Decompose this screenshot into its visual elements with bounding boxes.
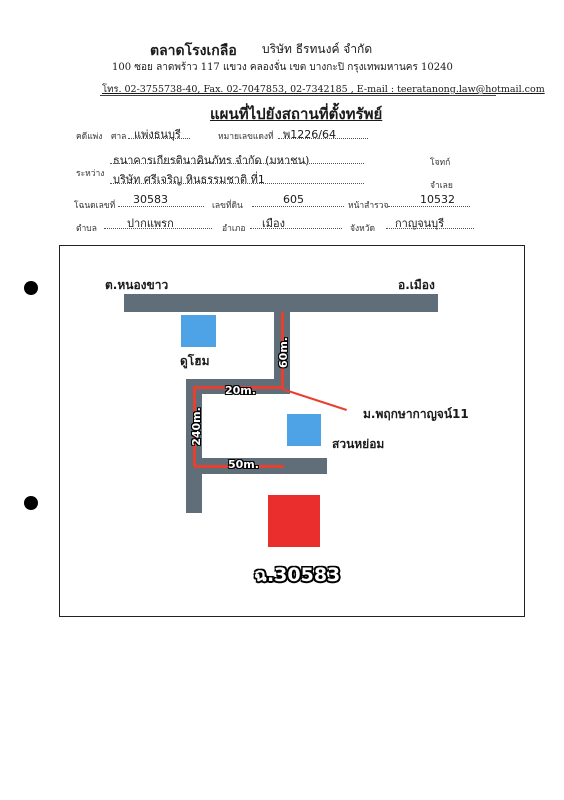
deed-underline (118, 206, 204, 207)
court-underline (128, 138, 190, 139)
village-label: ม.พฤกษากาญจน์11 (363, 407, 469, 421)
left-road-label: ต.หนองขาว (105, 278, 169, 292)
defendant-label: จำเลย (430, 181, 453, 191)
header-title: ตลาดโรงเกลือ (150, 43, 237, 59)
plaintiff-value: ธนาคารเกียรตินาคินภัทร จำกัด (มหาชน) (113, 154, 310, 167)
court-value: แพ่งธนบุรี (134, 128, 181, 141)
district-label: อำเภอ (222, 224, 246, 234)
plaintiff-underline (110, 163, 364, 164)
case-no-value: พ1226/64 (283, 128, 336, 141)
province-label: จังหวัด (350, 224, 376, 234)
subdistrict-label: ตำบล (76, 224, 97, 234)
survey-underline (388, 206, 470, 207)
dist-20-label: 20m. (225, 384, 256, 397)
deed-label: โฉนดเลขที่ (74, 201, 116, 211)
case-no-underline (278, 138, 368, 139)
district-underline (250, 228, 342, 229)
header-divider (100, 95, 496, 96)
defendant-underline (110, 183, 364, 184)
plaintiff-label: โจทก์ (430, 158, 451, 168)
document-title: แผนที่ไปยังสถานที่ตั้งทรัพย์ (210, 105, 383, 123)
landmark-duhome-label: ดูโฮม (180, 354, 210, 368)
binder-hole-bottom (24, 496, 38, 510)
case-no-label: หมายเลขแดงที่ (218, 132, 274, 142)
survey-label: หน้าสำรวจ (348, 201, 389, 211)
province-value: กาญจนบุรี (395, 217, 445, 230)
land-no-label: เลขที่ดิน (212, 201, 243, 211)
case-label: คดีแพ่ง (76, 132, 103, 142)
header-company: บริษัท ธีรทนงค์ จำกัด (262, 42, 373, 56)
subdistrict-underline (104, 228, 212, 229)
header-address: 100 ซอย ลาดพร้าว 117 แขวง คลองจั่น เขต บางกะปิ กรุงเทพมหานคร 10240 (112, 62, 453, 73)
deed-marker-label: ฉ.30583 (254, 564, 341, 586)
land-no-underline (252, 206, 344, 207)
landmark-park-box (287, 414, 321, 446)
landmark-duhome-box (181, 315, 216, 347)
district-value: เมือง (262, 217, 285, 230)
subdistrict-value: ปากแพรก (127, 217, 174, 230)
defendant-value: บริษัท ศรีเจริญ หินธรรมชาติ ที่1 (113, 173, 265, 186)
property-marker (268, 495, 320, 547)
dist-50-label: 50m. (228, 458, 259, 471)
binder-hole-top (24, 281, 38, 295)
deed-value: 30583 (133, 193, 168, 206)
land-no-value: 605 (283, 193, 304, 206)
right-road-label: อ.เมือง (398, 278, 435, 292)
dist-60-label: 60m. (276, 337, 290, 368)
between-label: ระหว่าง (76, 169, 105, 179)
survey-value: 10532 (420, 193, 455, 206)
province-underline (386, 228, 474, 229)
court-label: ศาล (111, 132, 127, 142)
header-contact: โทร. 02-3755738-40, Fax. 02-7047853, 02-7342185 , E-mail : teeratanong.law@hotmail.com (102, 84, 545, 95)
landmark-park-label: สวนหย่อม (332, 437, 385, 451)
dist-240-label: 240m. (189, 407, 203, 446)
